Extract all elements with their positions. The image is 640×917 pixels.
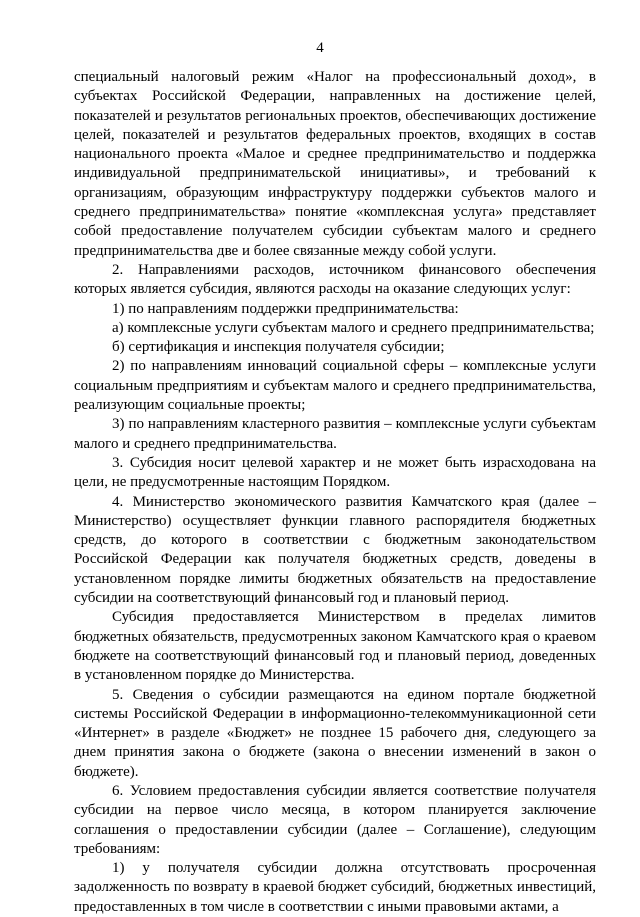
paragraph-2-1-a: а) комплексные услуги субъектам малого и среднего предпринимательства; xyxy=(112,319,595,336)
paragraph-4: 4. Министерство экономического развития Камчатского края (далее – Министерство) осуществляет функции главного распорядителя бюджетных средств, до которого в соответствии с бюджетным законодательством Российской Федерации как получателя бюджетных средств, доведены в установленном порядке лимиты бюджетных обязательств на предоставление субсидии на соответствующий финансовый год и плановый период. xyxy=(74,493,596,607)
paragraph-6: 6. Условием предоставления субсидии является соответствие получателя субсидии на первое число месяца, в котором планируется заключение соглашения о предоставлении субсидии (далее – Соглашение), следующим требованиям: xyxy=(74,782,596,857)
paragraph-continuation: специальный налоговый режим «Налог на профессиональный доход», в субъектах Российской Федерации, направленных на достижение целей, показателей и результатов региональных проектов, обеспечивающих достижение целей, показателей и результатов федеральных проектов, входящих в состав национального проекта «Малое и среднее предпринимательство и поддержка индивидуальной предпринимательской инициативы», и требований к организациям, образующим инфраструктуру поддержки субъектов малого и среднего предпринимательства» понятие «комплексная услуга» представляет собой предоставление получателем субсидии субъектам малого и среднего предпринимательства две и более связанные между собой услуги. xyxy=(74,69,596,259)
document-body xyxy=(74,68,596,917)
page-number: 4 xyxy=(316,40,324,56)
paragraph-3: 3. Субсидия носит целевой характер и не может быть израсходована на цели, не предусмотренные настоящим Порядком. xyxy=(74,454,596,491)
paragraph-6-1: 1) у получателя субсидии должна отсутствовать просроченная задолженность по возврату в краевой бюджет субсидий, бюджетных инвестиций, предоставленных в том числе в соответствии с иными правовыми актами, а xyxy=(74,860,596,915)
paragraph-4-continued: Субсидия предоставляется Министерством в пределах лимитов бюджетных обязательств, предусмотренных законом Камчатского края о краевом бюджете на соответствующий финансовый год и плановый период, доведенных в установленном порядке до Министерства. xyxy=(74,609,596,684)
paragraph-2: 2. Направлениями расходов, источником финансового обеспечения которых является субсидия, являются расходы на оказание следующих услуг: xyxy=(74,261,596,298)
paragraph-2-1-b: б) сертификация и инспекция получателя субсидии; xyxy=(112,339,445,356)
paragraph-2-2: 2) по направлениям инноваций социальной сферы – комплексные услуги социальным предприятиям и субъектам малого и среднего предпринимательства, реализующим социальные проекты; xyxy=(74,358,596,414)
paragraph-2-3: 3) по направлениям кластерного развития – комплексные услуги субъектам малого и среднего предпринимательства. xyxy=(74,416,596,452)
paragraph-2-1: 1) по направлениям поддержки предпринимательства: xyxy=(112,300,459,317)
paragraph-5: 5. Сведения о субсидии размещаются на едином портале бюджетной системы Российской Федерации в информационно-телекоммуникационной сети «Интернет» в разделе «Бюджет» не позднее 15 рабочего дня, следующего за днем принятия закона о бюджете (закона о внесении изменений в закон о бюджете). xyxy=(74,686,596,780)
